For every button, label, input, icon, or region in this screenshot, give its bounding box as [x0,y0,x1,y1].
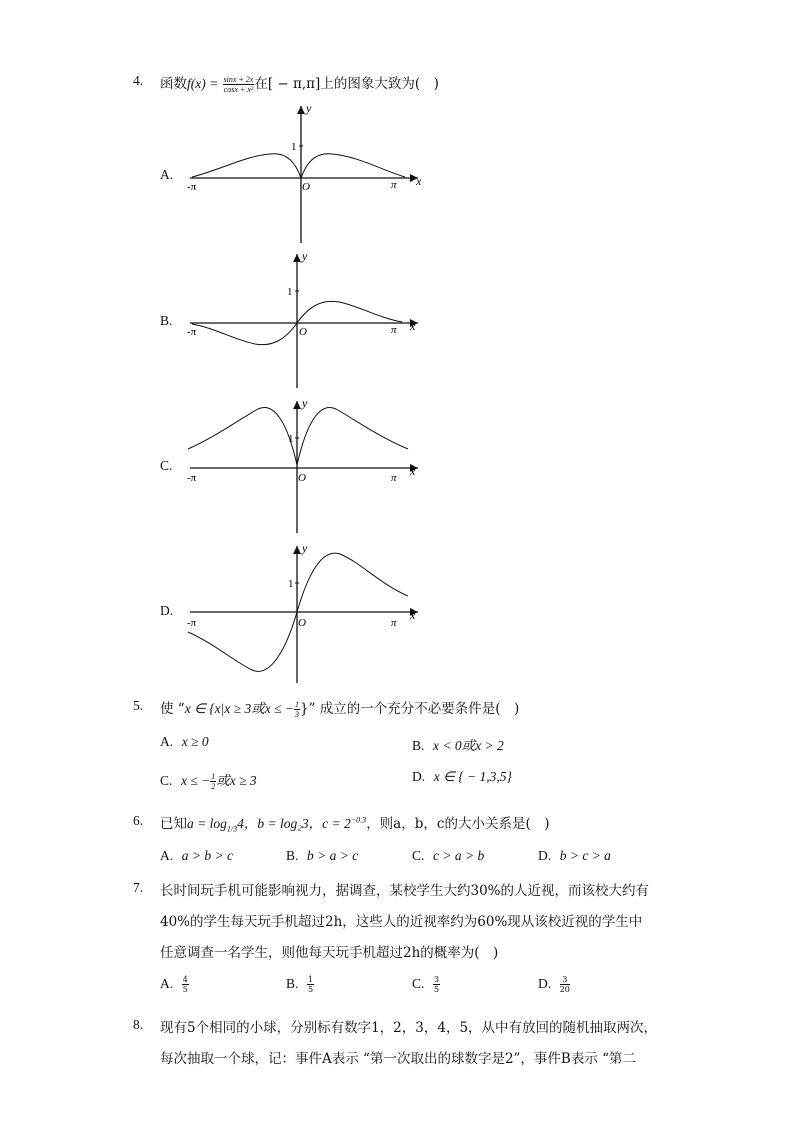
option-b[interactable]: B. x < 0或x > 2 [412,738,504,753]
option-a[interactable]: A. x ≥ 0 [160,734,209,749]
question-number: 4. [133,73,144,88]
fraction: $\frac{1}{5}$ [307,975,314,994]
question-number: 7. [133,880,144,895]
option-d[interactable]: D. x ∈ { − 1,3,5} [412,769,512,784]
tick-one: 1 [287,286,293,298]
option-label: B. [160,313,173,328]
option-b[interactable]: B. $\frac{1}{5}$ [286,975,314,994]
tick-one: 1 [288,578,294,590]
question-stem: 使 “x ∈ {x|x ≥ 3或x ≤ − $\frac{1}{3}$ }” 成立的一个充分不必要条件是( ) [160,700,520,719]
tick-pi: π [391,324,397,336]
tick-neg-pi: -π [187,181,197,193]
graph-b [180,248,430,393]
option-label: C. [160,458,173,473]
fraction: $\frac{1}{3}$ [294,700,299,719]
option-c[interactable]: C. c > a > b [412,848,485,863]
question-number: 6. [133,813,144,828]
question-number: 8. [133,1017,144,1032]
x-axis-label: x [416,174,422,188]
option-c[interactable]: C. $\frac{3}{5}$ [412,975,440,994]
fraction: $\frac{4}{5}$ [182,975,188,994]
question-stem: 已知$a = \log_{1/3}4$，b = log₂3，$c = 2^{-0.3}$，则a，b，c的大小关系是( ) [160,815,550,834]
x-axis-label: x [410,608,416,622]
x-axis-label: x [410,464,416,478]
question-line-2: 40%的学生每天玩手机超过2h，这些人的近视率约为60%现从该校近视的学生中 [160,914,643,930]
tick-neg-pi: -π [187,326,197,338]
tick-one: 1 [288,433,294,445]
question-line-2: 每次抽取一个球，记：事件A表示 “第一次取出的球数字是2”，事件B表示 “第二 [160,1051,637,1067]
origin-label: O [298,617,306,629]
option-a[interactable]: A. a > b > c [160,848,233,863]
y-axis-label: y [302,541,308,555]
option-label: D. [160,603,174,618]
tick-pi: π [391,179,397,191]
question-line-1: 现有5个相同的小球，分别标有数字1，2，3，4，5，从中有放回的随机抽取两次， [160,1020,658,1036]
tick-neg-pi: -π [187,472,197,484]
option-d[interactable]: D. $\frac{3}{20}$ [538,975,570,994]
tick-neg-pi: -π [187,617,197,629]
tick-one: 1 [291,141,297,153]
y-axis-label: y [302,396,308,410]
fraction: $\frac{1}{2}$ [211,772,216,791]
question-line-3: 任意调查一名学生，则他每天玩手机超过2h的概率为( ) [160,945,499,961]
tick-pi: π [391,617,397,629]
option-c[interactable]: C. x ≤ − $\frac{1}{2}$ 或x ≥ 3 [160,772,257,791]
option-label: A. [160,167,174,182]
origin-label: O [302,181,310,193]
fraction: $\frac{\sin x + 2x}{\text{cosx + x²}}$ [223,75,254,94]
origin-label: O [298,472,306,484]
fraction: $\frac{3}{5}$ [433,975,440,994]
x-axis-label: x [410,319,416,333]
tick-pi: π [391,472,397,484]
option-b[interactable]: B. b > a > c [286,848,359,863]
question-number: 5. [133,698,144,713]
option-a[interactable]: A. $\frac{4}{5}$ [160,975,188,994]
question-line-1: 长时间玩手机可能影响视力，据调查，某校学生大约30%的人近视，而该校大约有 [160,883,650,899]
y-axis-label: y [302,249,308,263]
graph-c [180,395,430,535]
question-stem: 函数f(x) = $\frac{\sin x + 2x}{\text{cosx + x²}}$ 在[ − π,π]上的图象大致为( ) [160,75,439,94]
option-d[interactable]: D. b > c > a [538,848,611,863]
origin-label: O [299,326,307,338]
y-axis-label: y [306,101,312,115]
graph-d [180,540,430,685]
graph-a [180,100,430,245]
fraction: $\frac{3}{20}$ [559,975,570,994]
